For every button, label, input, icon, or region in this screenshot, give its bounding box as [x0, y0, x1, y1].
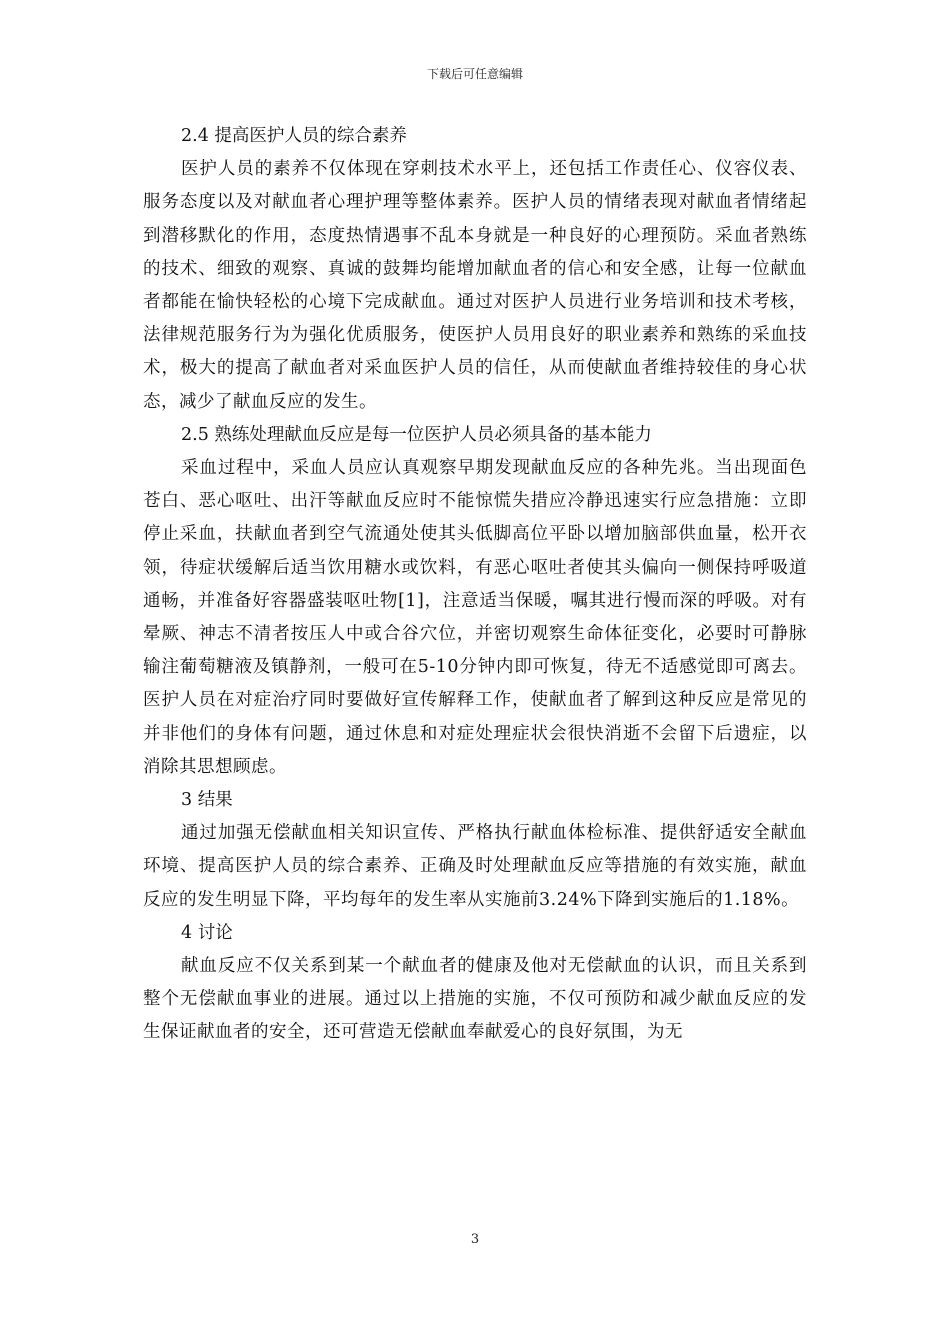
document-body	[143, 120, 807, 1050]
page-header: 下载后可任意编辑	[426, 67, 523, 81]
section-paragraph-2-4: 医护人员的素养不仅体现在穿刺技术水平上，还包括工作责任心、仪容仪表、服务态度以及对献血者心理护理等整体素养。医护人员的情绪表现对献血者情绪起到潜移默化的作用，态度热情遇事不乱本身就是一种良好的心理预防。采血者熟练的技术、细致的观察、真诚的鼓舞均能增加献血者的信心和安全感，让每一位献血者都能在愉快轻松的心境下完成献血。通过对医护人员进行业务培训和技术考核，法律规范服务行为为强化优质服务，使医护人员用良好的职业素养和熟练的采血技术，极大的提高了献血者对采血医护人员的信任，从而使献血者维持较佳的身心状态，减少了献血反应的发生。	[143, 159, 807, 412]
section-heading-2-4: 2.4 提高医护人员的综合素养	[181, 126, 407, 146]
section-heading-4: 4 讨论	[181, 922, 233, 943]
section-heading-2-5: 2.5 熟练处理献血反应是每一位医护人员必须具备的基本能力	[181, 424, 652, 445]
section-paragraph-4: 献血反应不仅关系到某一个献血者的健康及他对无偿献血的认识，而且关系到整个无偿献血事业的进展。通过以上措施的实施，不仅可预防和减少献血反应的发生保证献血者的安全，还可营造无偿献血奉献爱心的良好氛围，为无	[143, 956, 807, 1043]
section-paragraph-2-5: 采血过程中，采血人员应认真观察早期发现献血反应的各种先兆。当出现面色苍白、恶心呕吐、出汗等献血反应时不能惊慌失措应冷静迅速实行应急措施：立即停止采血，扶献血者到空气流通处使其头低脚高位平卧以增加脑部供血量，松开衣领，待症状缓解后适当饮用糖水或饮料，有恶心呕吐者使其头偏向一侧保持呼吸道通畅，并准备好容器盛装呕吐物[1]，注意适当保暖，嘱其进行慢而深的呼吸。对有晕厥、神志不清者按压人中或合谷穴位，并密切观察生命体征变化，必要时可静脉输注葡萄糖液及镇静剂，一般可在5-10分钟内即可恢复，待无不适感觉即可离去。医护人员在对症治疗同时要做好宣传解释工作，使献血者了解到这种反应是常见的并非他们的身体有问题，通过休息和对症处理症状会很快消逝不会留下后遗症，以消除其思想顾虑。	[143, 458, 807, 777]
page-number: 3	[470, 1232, 480, 1247]
section-paragraph-3: 通过加强无偿献血相关知识宣传、严格执行献血体检标准、提供舒适安全献血环境、提高医护人员的综合素养、正确及时处理献血反应等措施的有效实施，献血反应的发生明显下降，平均每年的发生率从实施前3.24%下降到实施后的1.18%。	[143, 823, 807, 910]
section-heading-3: 3 结果	[181, 790, 233, 811]
